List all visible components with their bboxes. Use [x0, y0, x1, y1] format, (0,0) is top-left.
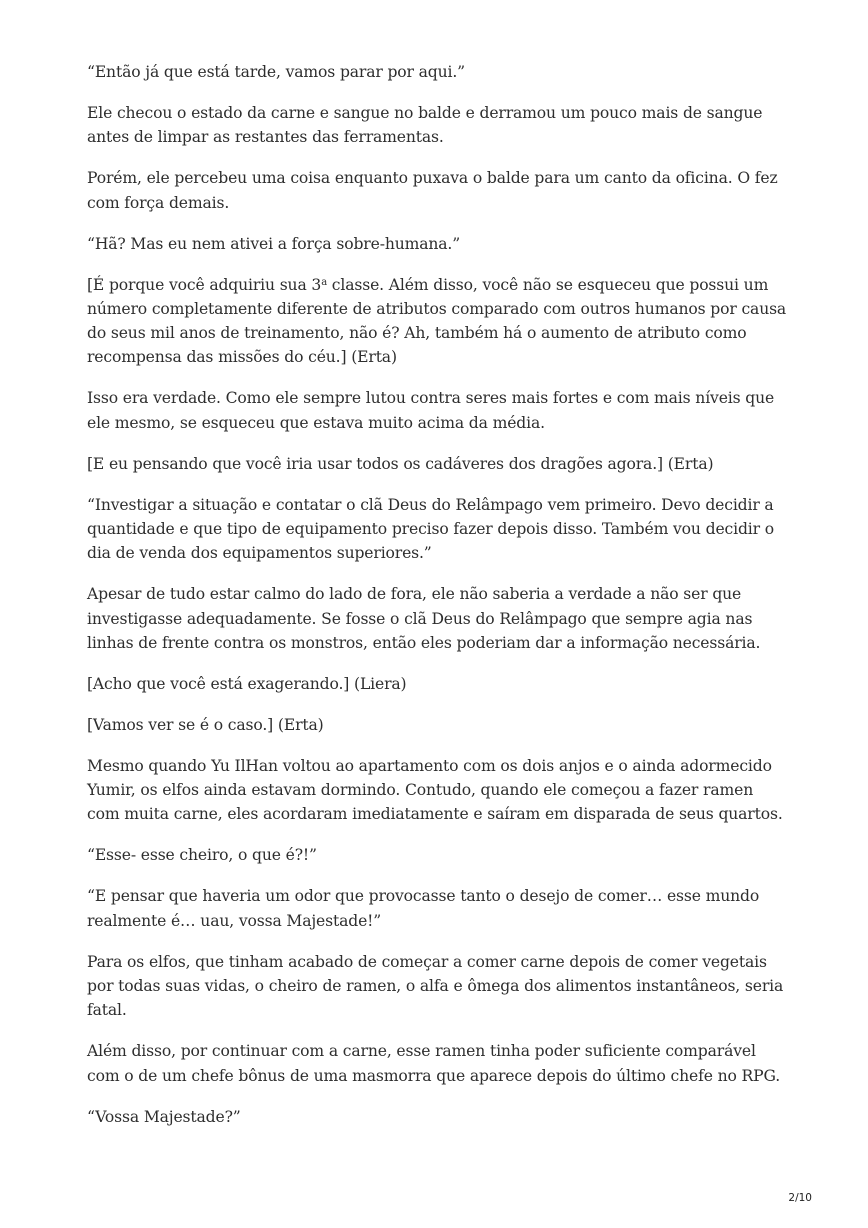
- paragraph: “Investigar a situação e contatar o clã Deus do Relâmpago vem primeiro. Devo decidir a quantidade e que tipo de equipamento preciso fazer depois disso. Também vou decidir o dia de venda dos equipamentos superiores.”: [87, 495, 774, 563]
- document-body: [87, 60, 787, 1145]
- paragraph: Para os elfos, que tinham acabado de começar a comer carne depois de comer vegetais por todas suas vidas, o cheiro de ramen, o alfa e ômega dos alimentos instantâneos, seria fatal.: [87, 952, 784, 1020]
- paragraph: [E eu pensando que você iria usar todos os cadáveres dos dragões agora.] (Erta): [87, 454, 714, 473]
- paragraph: Isso era verdade. Como ele sempre lutou contra seres mais fortes e com mais níveis que ele mesmo, se esqueceu que estava muito acima da média.: [87, 389, 775, 432]
- paragraph: [Acho que você está exagerando.] (Liera): [87, 674, 407, 693]
- paragraph-classe-start: [É porque você adquiriu sua 3: [87, 275, 322, 294]
- paragraph: Porém, ele percebeu uma coisa enquanto puxava o balde para um canto da oficina. O fez com força demais.: [87, 169, 778, 212]
- paragraph: Apesar de tudo estar calmo do lado de fora, ele não saberia a verdade a não ser que investigasse adequadamente. Se fosse o clã Deus do Relâmpago que sempre agia nas linhas de frente contra os monstros, então eles poderiam dar a informação necessária.: [87, 585, 761, 652]
- ordinal-superscript: a: [321, 276, 327, 288]
- paragraph: “E pensar que haveria um odor que provocasse tanto o desejo de comer… esse mundo realmente é… uau, vossa Majestade!”: [87, 887, 760, 930]
- paragraph-classe: [87, 273, 787, 370]
- paragraph: “Esse- esse cheiro, o que é?!”: [87, 846, 317, 865]
- page-number: 2/10: [788, 1192, 812, 1204]
- paragraph: Além disso, por continuar com a carne, esse ramen tinha poder suficiente comparável com o de um chefe bônus de uma masmorra que aparece depois do último chefe no RPG.: [87, 1042, 781, 1085]
- paragraph: [Vamos ver se é o caso.] (Erta): [87, 715, 324, 734]
- paragraph: Mesmo quando Yu IlHan voltou ao apartamento com os dois anjos e o ainda adormecido Yumir, os elfos ainda estavam dormindo. Contudo, quando ele começou a fazer ramen com muita carne, eles acordaram imediatamente e saíram em disparada de seus quartos.: [87, 756, 783, 824]
- paragraph: “Hã? Mas eu nem ativei a força sobre-humana.”: [87, 234, 461, 253]
- paragraph: Ele checou o estado da carne e sangue no balde e derramou um pouco mais de sangue antes de limpar as restantes das ferramentas.: [87, 103, 763, 147]
- paragraph: “Vossa Majestade?”: [87, 1107, 241, 1126]
- paragraph: “Então já que está tarde, vamos parar por aqui.”: [87, 63, 465, 81]
- paragraph-classe-end: classe. Além disso, você não se esqueceu que possui um número completamente diferente de atributos comparado com outros humanos por causa do seus mil anos de treinamento, não é? Ah, também há o aumento de atributo como recompensa das missões do céu.] (Erta): [87, 275, 787, 367]
